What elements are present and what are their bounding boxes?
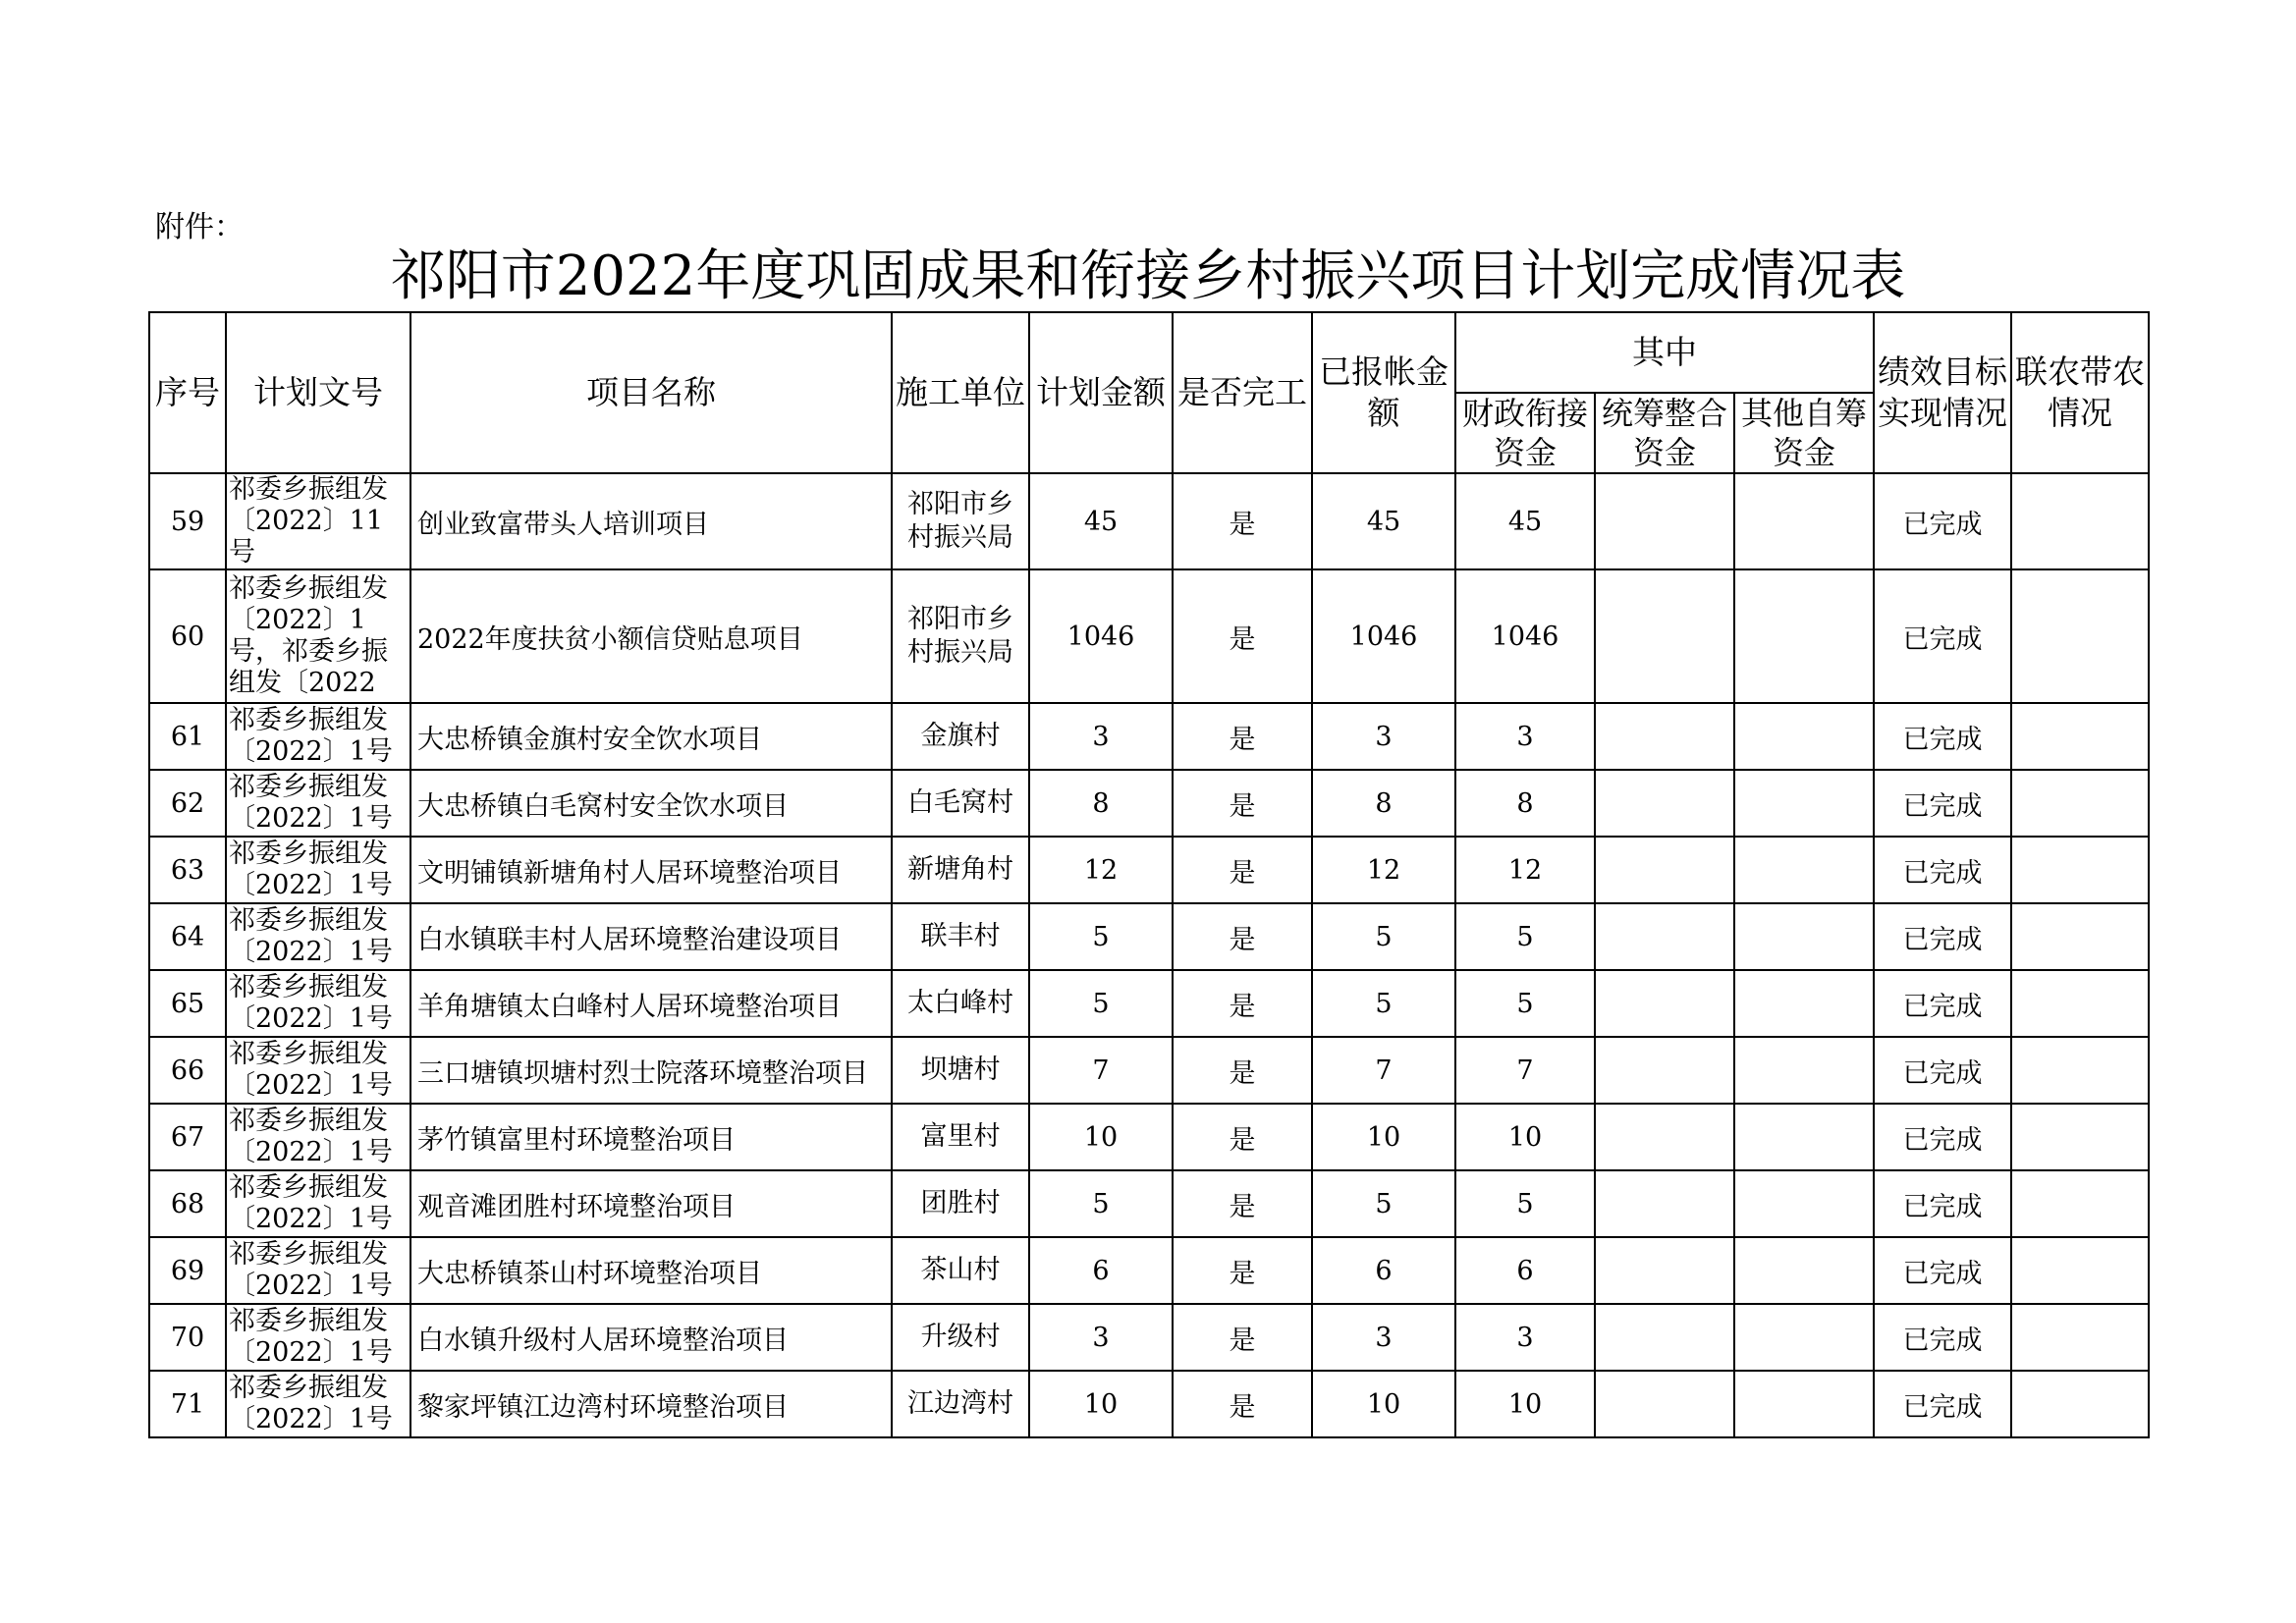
cell-unit: 坝塘村 — [892, 1037, 1029, 1104]
cell-performance: 已完成 — [1874, 473, 2011, 569]
header-unit: 施工单位 — [892, 312, 1029, 473]
cell-integrated-funds — [1595, 970, 1734, 1037]
header-integrated-funds: 统筹整合资金 — [1595, 393, 1734, 473]
cell-performance: 已完成 — [1874, 970, 2011, 1037]
cell-reported-amount: 10 — [1312, 1104, 1455, 1170]
cell-finance-funds: 1046 — [1455, 569, 1595, 703]
cell-integrated-funds — [1595, 703, 1734, 770]
cell-project-name: 茅竹镇富里村环境整治项目 — [410, 1104, 892, 1170]
cell-project-name: 白水镇升级村人居环境整治项目 — [410, 1304, 892, 1371]
cell-plan-amount: 5 — [1029, 970, 1173, 1037]
cell-reported-amount: 10 — [1312, 1371, 1455, 1437]
cell-performance: 已完成 — [1874, 1037, 2011, 1104]
cell-other-funds — [1734, 1237, 1874, 1304]
table-row — [149, 1037, 2149, 1104]
cell-farmer-link — [2011, 1104, 2149, 1170]
cell-integrated-funds — [1595, 1037, 1734, 1104]
cell-seq: 71 — [149, 1371, 226, 1437]
cell-other-funds — [1734, 473, 1874, 569]
cell-finance-funds: 12 — [1455, 837, 1595, 903]
cell-performance: 已完成 — [1874, 1304, 2011, 1371]
cell-reported-amount: 5 — [1312, 1170, 1455, 1237]
cell-reported-amount: 3 — [1312, 703, 1455, 770]
table-row — [149, 473, 2149, 569]
cell-plan-amount: 5 — [1029, 903, 1173, 970]
cell-farmer-link — [2011, 1170, 2149, 1237]
cell-farmer-link — [2011, 837, 2149, 903]
header-performance: 绩效目标实现情况 — [1874, 312, 2011, 473]
cell-unit: 茶山村 — [892, 1237, 1029, 1304]
cell-other-funds — [1734, 970, 1874, 1037]
cell-reported-amount: 45 — [1312, 473, 1455, 569]
cell-reported-amount: 12 — [1312, 837, 1455, 903]
cell-other-funds — [1734, 1037, 1874, 1104]
cell-farmer-link — [2011, 903, 2149, 970]
cell-performance: 已完成 — [1874, 1170, 2011, 1237]
cell-finance-funds: 6 — [1455, 1237, 1595, 1304]
cell-farmer-link — [2011, 569, 2149, 703]
cell-completed: 是 — [1173, 1104, 1312, 1170]
cell-unit: 祁阳市乡村振兴局 — [892, 569, 1029, 703]
cell-plan-doc: 祁委乡振组发〔2022〕1号 — [226, 903, 410, 970]
cell-performance: 已完成 — [1874, 1371, 2011, 1437]
cell-completed: 是 — [1173, 903, 1312, 970]
cell-finance-funds: 5 — [1455, 970, 1595, 1037]
cell-seq: 66 — [149, 1037, 226, 1104]
table-row — [149, 703, 2149, 770]
cell-seq: 70 — [149, 1304, 226, 1371]
cell-other-funds — [1734, 903, 1874, 970]
cell-completed: 是 — [1173, 1037, 1312, 1104]
cell-performance: 已完成 — [1874, 770, 2011, 837]
cell-unit: 太白峰村 — [892, 970, 1029, 1037]
cell-finance-funds: 3 — [1455, 1304, 1595, 1371]
attachment-label: 附件： — [155, 210, 244, 244]
cell-unit: 升级村 — [892, 1304, 1029, 1371]
cell-performance: 已完成 — [1874, 1104, 2011, 1170]
cell-plan-amount: 1046 — [1029, 569, 1173, 703]
cell-finance-funds: 3 — [1455, 703, 1595, 770]
cell-reported-amount: 1046 — [1312, 569, 1455, 703]
cell-project-name: 白水镇联丰村人居环境整治建设项目 — [410, 903, 892, 970]
cell-plan-doc: 祁委乡振组发〔2022〕1号 — [226, 1170, 410, 1237]
table-row — [149, 1104, 2149, 1170]
cell-integrated-funds — [1595, 903, 1734, 970]
cell-integrated-funds — [1595, 569, 1734, 703]
cell-plan-doc: 祁委乡振组发〔2022〕1号 — [226, 970, 410, 1037]
cell-plan-amount: 8 — [1029, 770, 1173, 837]
document-title: 祁阳市2022年度巩固成果和衔接乡村振兴项目计划完成情况表 — [390, 244, 1906, 308]
cell-seq: 60 — [149, 569, 226, 703]
cell-unit: 江边湾村 — [892, 1371, 1029, 1437]
cell-completed: 是 — [1173, 569, 1312, 703]
cell-plan-amount: 12 — [1029, 837, 1173, 903]
cell-finance-funds: 8 — [1455, 770, 1595, 837]
table-row — [149, 770, 2149, 837]
cell-plan-amount: 6 — [1029, 1237, 1173, 1304]
cell-other-funds — [1734, 1304, 1874, 1371]
cell-farmer-link — [2011, 703, 2149, 770]
cell-completed: 是 — [1173, 1237, 1312, 1304]
cell-other-funds — [1734, 1371, 1874, 1437]
table-row — [149, 837, 2149, 903]
cell-seq: 69 — [149, 1237, 226, 1304]
table-row — [149, 1170, 2149, 1237]
cell-completed: 是 — [1173, 970, 1312, 1037]
cell-plan-amount: 3 — [1029, 703, 1173, 770]
cell-project-name: 创业致富带头人培训项目 — [410, 473, 892, 569]
cell-finance-funds: 45 — [1455, 473, 1595, 569]
cell-finance-funds: 7 — [1455, 1037, 1595, 1104]
cell-plan-doc: 祁委乡振组发〔2022〕1号，祁委乡振组发〔2022 — [226, 569, 410, 703]
cell-finance-funds: 10 — [1455, 1104, 1595, 1170]
cell-finance-funds: 10 — [1455, 1371, 1595, 1437]
cell-seq: 67 — [149, 1104, 226, 1170]
cell-integrated-funds — [1595, 473, 1734, 569]
cell-seq: 62 — [149, 770, 226, 837]
cell-plan-amount: 3 — [1029, 1304, 1173, 1371]
cell-other-funds — [1734, 1170, 1874, 1237]
cell-unit: 团胜村 — [892, 1170, 1029, 1237]
cell-integrated-funds — [1595, 1237, 1734, 1304]
cell-unit: 祁阳市乡村振兴局 — [892, 473, 1029, 569]
cell-project-name: 大忠桥镇金旗村安全饮水项目 — [410, 703, 892, 770]
project-plan-table — [148, 311, 2150, 1438]
header-row-top — [149, 312, 2149, 393]
cell-performance: 已完成 — [1874, 703, 2011, 770]
cell-reported-amount: 5 — [1312, 970, 1455, 1037]
cell-completed: 是 — [1173, 837, 1312, 903]
cell-seq: 59 — [149, 473, 226, 569]
cell-project-name: 黎家坪镇江边湾村环境整治项目 — [410, 1371, 892, 1437]
cell-integrated-funds — [1595, 1104, 1734, 1170]
header-completed: 是否完工 — [1173, 312, 1312, 473]
cell-integrated-funds — [1595, 770, 1734, 837]
cell-completed: 是 — [1173, 1304, 1312, 1371]
cell-seq: 64 — [149, 903, 226, 970]
table-row — [149, 1237, 2149, 1304]
cell-unit: 白毛窝村 — [892, 770, 1029, 837]
cell-other-funds — [1734, 1104, 1874, 1170]
header-seq: 序号 — [149, 312, 226, 473]
cell-seq: 63 — [149, 837, 226, 903]
cell-reported-amount: 3 — [1312, 1304, 1455, 1371]
cell-plan-doc: 祁委乡振组发〔2022〕1号 — [226, 1104, 410, 1170]
cell-performance: 已完成 — [1874, 1237, 2011, 1304]
cell-performance: 已完成 — [1874, 569, 2011, 703]
header-project-name: 项目名称 — [410, 312, 892, 473]
cell-unit: 金旗村 — [892, 703, 1029, 770]
table-row — [149, 1304, 2149, 1371]
cell-finance-funds: 5 — [1455, 1170, 1595, 1237]
cell-seq: 68 — [149, 1170, 226, 1237]
cell-completed: 是 — [1173, 473, 1312, 569]
header-other-funds: 其他自筹资金 — [1734, 393, 1874, 473]
cell-project-name: 羊角塘镇太白峰村人居环境整治项目 — [410, 970, 892, 1037]
cell-other-funds — [1734, 569, 1874, 703]
cell-unit: 联丰村 — [892, 903, 1029, 970]
cell-project-name: 观音滩团胜村环境整治项目 — [410, 1170, 892, 1237]
cell-plan-doc: 祁委乡振组发〔2022〕1号 — [226, 703, 410, 770]
cell-project-name: 2022年度扶贫小额信贷贴息项目 — [410, 569, 892, 703]
cell-farmer-link — [2011, 1037, 2149, 1104]
cell-integrated-funds — [1595, 1371, 1734, 1437]
cell-other-funds — [1734, 837, 1874, 903]
header-of-which: 其中 — [1455, 312, 1874, 393]
cell-reported-amount: 7 — [1312, 1037, 1455, 1104]
cell-project-name: 文明铺镇新塘角村人居环境整治项目 — [410, 837, 892, 903]
table-row — [149, 1371, 2149, 1437]
cell-plan-doc: 祁委乡振组发〔2022〕1号 — [226, 837, 410, 903]
cell-project-name: 三口塘镇坝塘村烈士院落环境整治项目 — [410, 1037, 892, 1104]
table-row — [149, 569, 2149, 703]
cell-plan-amount: 10 — [1029, 1104, 1173, 1170]
cell-other-funds — [1734, 770, 1874, 837]
cell-reported-amount: 8 — [1312, 770, 1455, 837]
cell-reported-amount: 6 — [1312, 1237, 1455, 1304]
cell-plan-amount: 45 — [1029, 473, 1173, 569]
cell-plan-doc: 祁委乡振组发〔2022〕1号 — [226, 1037, 410, 1104]
header-plan-doc: 计划文号 — [226, 312, 410, 473]
cell-plan-amount: 10 — [1029, 1371, 1173, 1437]
cell-performance: 已完成 — [1874, 903, 2011, 970]
cell-plan-doc: 祁委乡振组发〔2022〕11号 — [226, 473, 410, 569]
cell-seq: 61 — [149, 703, 226, 770]
cell-completed: 是 — [1173, 1371, 1312, 1437]
cell-farmer-link — [2011, 970, 2149, 1037]
cell-plan-doc: 祁委乡振组发〔2022〕1号 — [226, 1304, 410, 1371]
table-row — [149, 970, 2149, 1037]
cell-plan-doc: 祁委乡振组发〔2022〕1号 — [226, 1371, 410, 1437]
header-reported-amount: 已报帐金额 — [1312, 312, 1455, 473]
header-plan-amount: 计划金额 — [1029, 312, 1173, 473]
cell-completed: 是 — [1173, 770, 1312, 837]
cell-project-name: 大忠桥镇茶山村环境整治项目 — [410, 1237, 892, 1304]
cell-seq: 65 — [149, 970, 226, 1037]
cell-finance-funds: 5 — [1455, 903, 1595, 970]
cell-farmer-link — [2011, 1237, 2149, 1304]
cell-unit: 新塘角村 — [892, 837, 1029, 903]
cell-farmer-link — [2011, 473, 2149, 569]
cell-plan-amount: 7 — [1029, 1037, 1173, 1104]
cell-plan-amount: 5 — [1029, 1170, 1173, 1237]
cell-integrated-funds — [1595, 1304, 1734, 1371]
cell-plan-doc: 祁委乡振组发〔2022〕1号 — [226, 1237, 410, 1304]
table-body — [149, 473, 2149, 1437]
cell-farmer-link — [2011, 770, 2149, 837]
cell-performance: 已完成 — [1874, 837, 2011, 903]
cell-farmer-link — [2011, 1371, 2149, 1437]
cell-farmer-link — [2011, 1304, 2149, 1371]
cell-integrated-funds — [1595, 837, 1734, 903]
cell-completed: 是 — [1173, 1170, 1312, 1237]
header-finance-funds: 财政衔接资金 — [1455, 393, 1595, 473]
cell-integrated-funds — [1595, 1170, 1734, 1237]
cell-completed: 是 — [1173, 703, 1312, 770]
cell-plan-doc: 祁委乡振组发〔2022〕1号 — [226, 770, 410, 837]
table-row — [149, 903, 2149, 970]
cell-other-funds — [1734, 703, 1874, 770]
cell-unit: 富里村 — [892, 1104, 1029, 1170]
header-farmer-link: 联农带农情况 — [2011, 312, 2149, 473]
cell-reported-amount: 5 — [1312, 903, 1455, 970]
cell-project-name: 大忠桥镇白毛窝村安全饮水项目 — [410, 770, 892, 837]
